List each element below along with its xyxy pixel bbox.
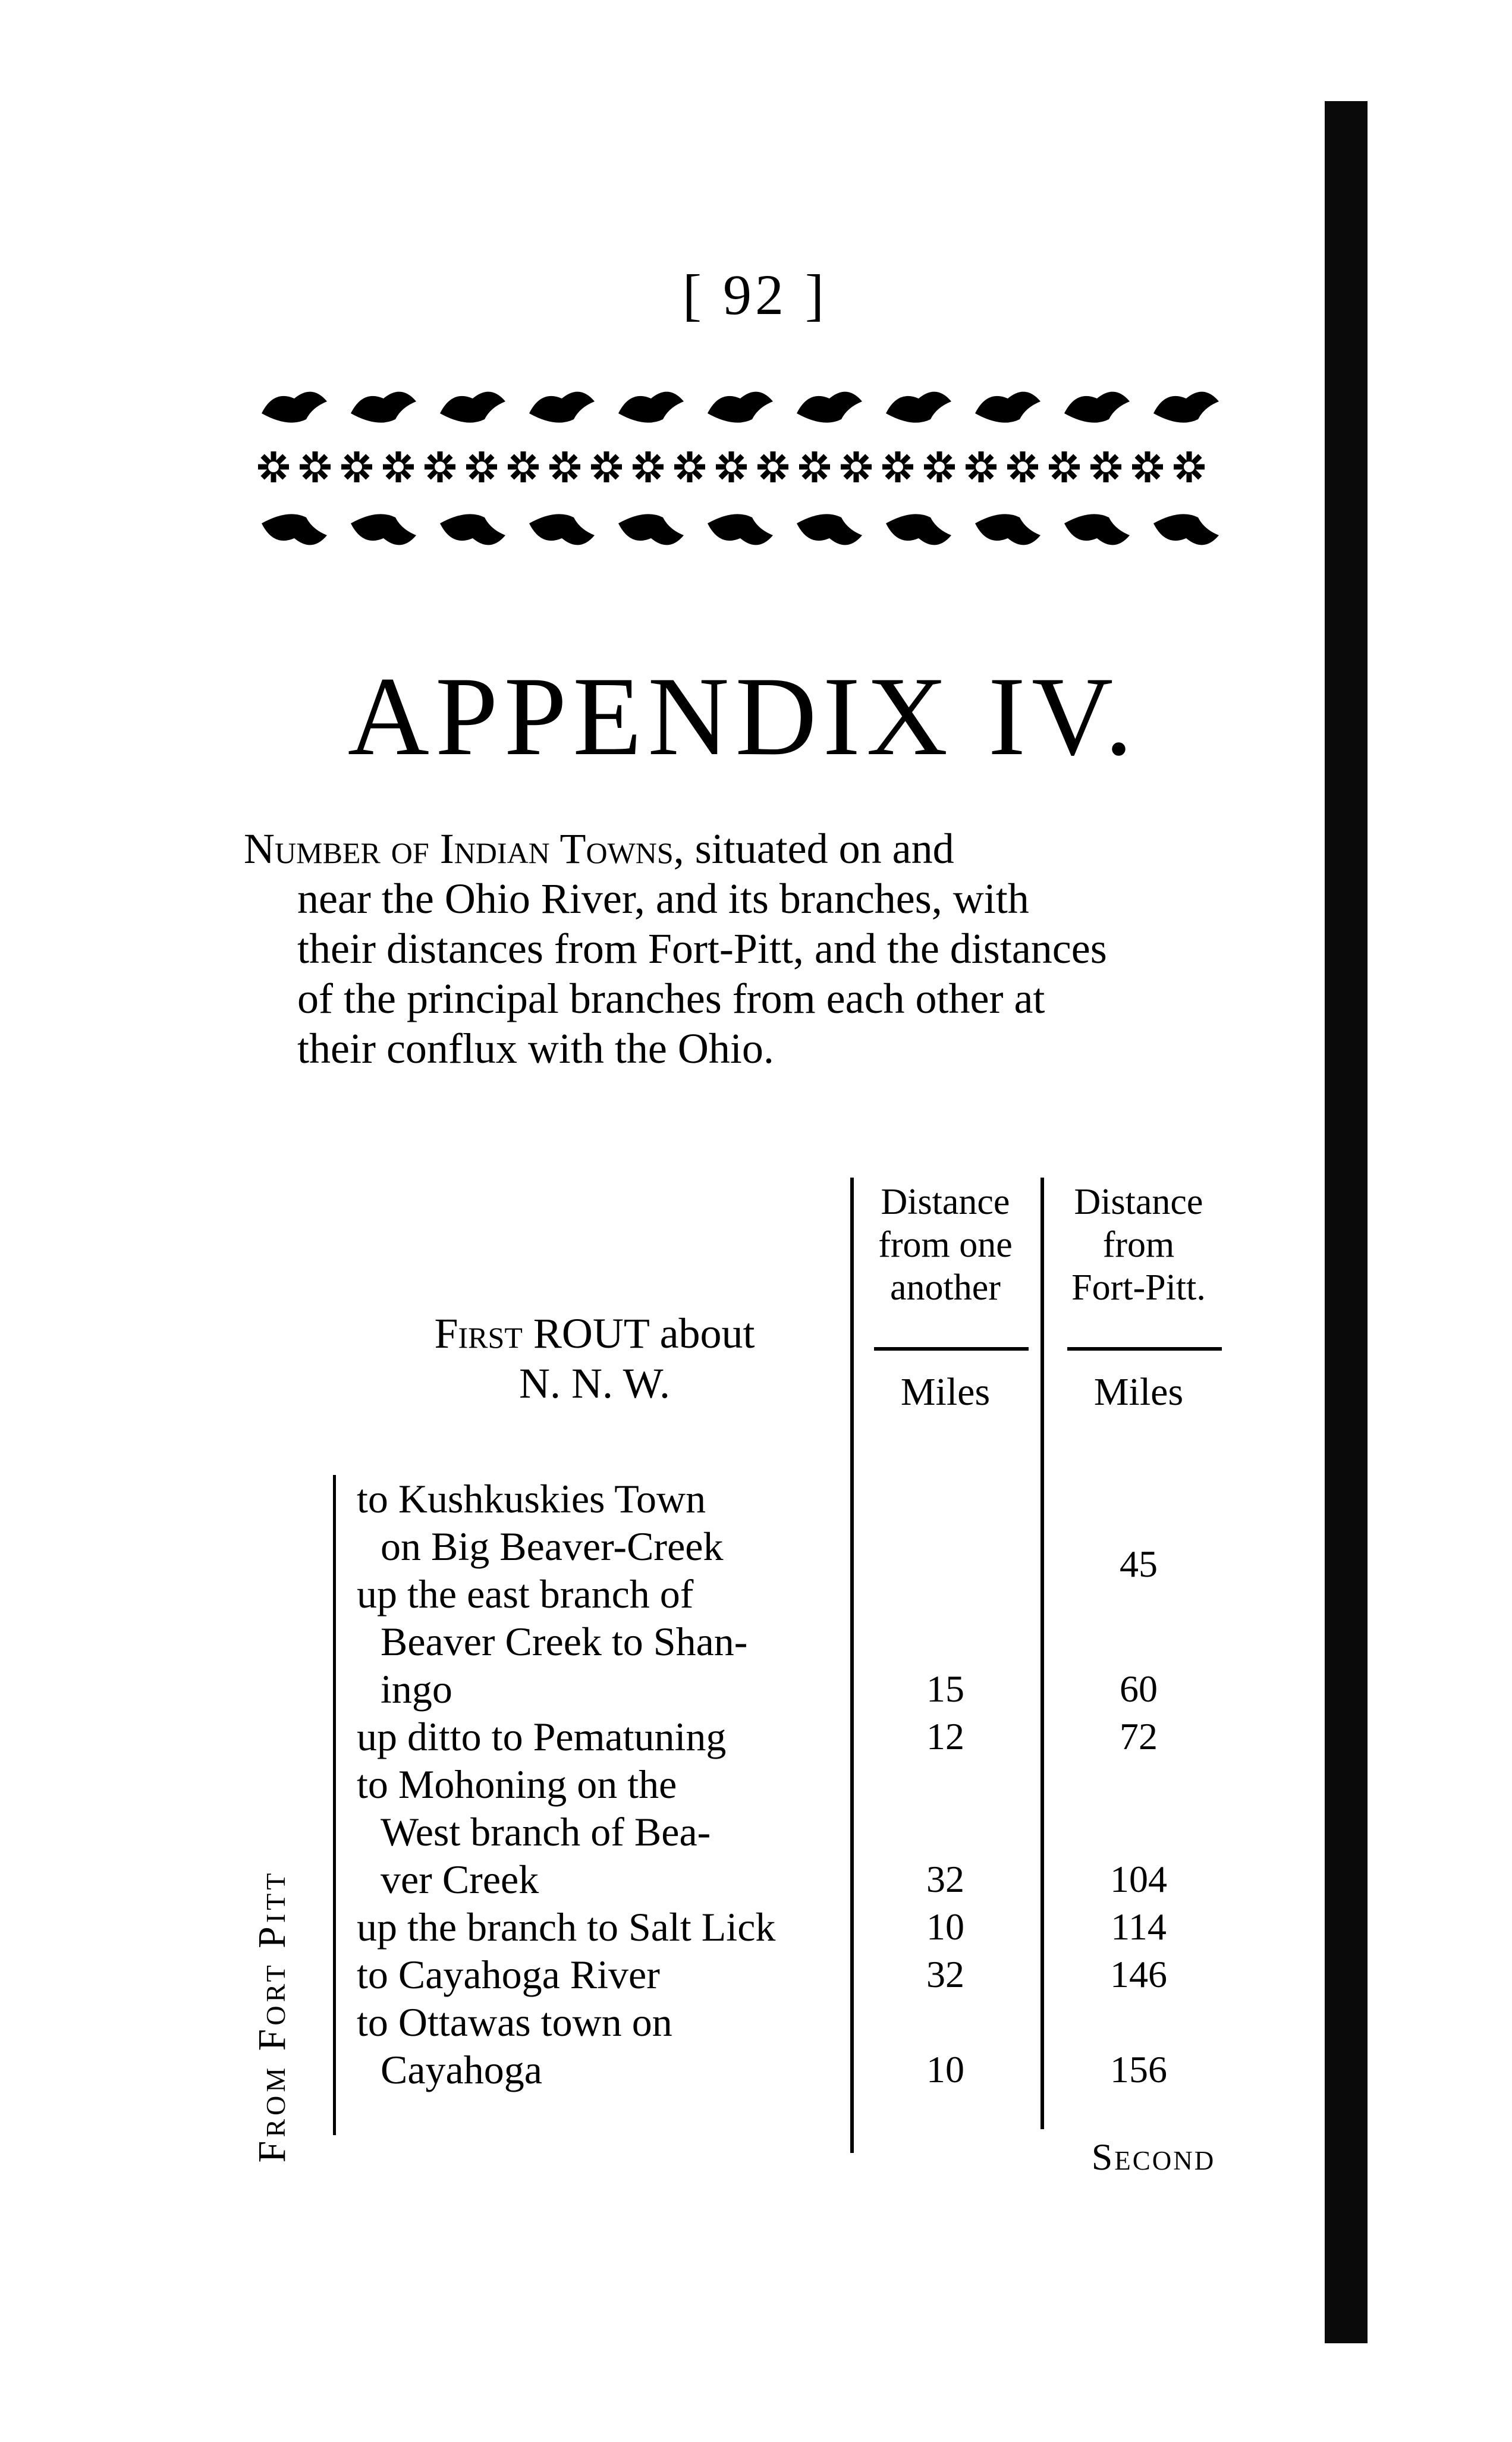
unit-miles: Miles xyxy=(900,1370,991,1414)
distance-from-one: 10 xyxy=(926,1906,964,1948)
side-brace-rule xyxy=(333,1475,336,2135)
ornament-star-center xyxy=(601,462,612,472)
ornament-leaf xyxy=(262,514,327,545)
ornament-leaf xyxy=(440,392,505,423)
distance-from-fort: 60 xyxy=(1120,1668,1158,1710)
distance-from-fort: 72 xyxy=(1120,1715,1158,1757)
ornament-leaf xyxy=(529,514,595,545)
distance-from-fort: 156 xyxy=(1110,2048,1167,2091)
rout-title-first: First xyxy=(434,1310,523,1357)
distance-from-fort: 104 xyxy=(1110,1858,1167,1900)
distance-from-one: 15 xyxy=(926,1668,964,1710)
intro-line: their conflux with the Ohio. xyxy=(297,1025,774,1072)
distance-from-one: 10 xyxy=(926,2048,964,2091)
ornament-leaf xyxy=(975,514,1041,545)
intro-line: of the principal branches from each other at xyxy=(297,975,1045,1022)
row-line: Cayahoga xyxy=(381,2047,542,2092)
ornament-leaf xyxy=(529,392,595,423)
row-line: ingo xyxy=(381,1666,452,1712)
distance-from-fort: 45 xyxy=(1120,1543,1158,1585)
row-line: on Big Beaver-Creek xyxy=(381,1524,724,1569)
side-label: From Fort Pitt xyxy=(250,1869,294,2163)
ornament-star-center xyxy=(476,462,487,472)
column-divider xyxy=(1041,1178,1044,2129)
col2-header-line: Fort-Pitt. xyxy=(1071,1267,1206,1308)
ornament-leaf-row-bottom xyxy=(262,514,1219,545)
col-header-from-fort xyxy=(1049,1181,1228,1309)
table-row xyxy=(357,1713,844,1760)
intro-line-rest: situated on and xyxy=(694,825,954,872)
distance-from-fort: 114 xyxy=(1111,1906,1167,1948)
ornament-leaf xyxy=(797,392,862,423)
ornament-leaf xyxy=(886,392,951,423)
row-line: up the branch to Salt Lick xyxy=(357,1904,776,1950)
catchword: Second xyxy=(1091,2136,1216,2178)
floral-ornament-icon xyxy=(247,381,1228,553)
col2-header-line: Distance xyxy=(1074,1182,1203,1222)
table-row xyxy=(357,1998,844,2093)
ornament-star-center xyxy=(518,462,529,472)
ornament-star-center xyxy=(310,462,320,472)
ornament-star-center xyxy=(1017,462,1028,472)
ornament-leaf xyxy=(975,392,1041,423)
intro-first-line xyxy=(244,824,1231,874)
col1-header-line: Distance xyxy=(881,1182,1010,1222)
table-row xyxy=(357,1570,844,1713)
ornament-star-center xyxy=(934,462,945,472)
ornament-star-center xyxy=(351,462,362,472)
ornament-leaf xyxy=(1153,514,1219,545)
ornament-leaf xyxy=(1064,514,1130,545)
row-line: ver Creek xyxy=(381,1857,539,1902)
col1-header-line: another xyxy=(890,1267,1001,1308)
row-line: to Kushkuskies Town xyxy=(357,1476,706,1521)
distance-from-fort: 146 xyxy=(1110,1953,1167,1995)
distance-from-one: 32 xyxy=(926,1953,964,1995)
unit-miles: Miles xyxy=(1093,1370,1184,1414)
row-line: Beaver Creek to Shan- xyxy=(381,1619,748,1664)
col1-header-line: from one xyxy=(878,1225,1013,1265)
row-line: to Ottawas town on xyxy=(357,2000,672,2045)
ornament-leaf xyxy=(618,392,684,423)
ornament-leaf xyxy=(886,514,951,545)
ornament-star-center xyxy=(393,462,404,472)
ornament-leaf xyxy=(1153,392,1219,423)
ornament-star-center xyxy=(892,462,903,472)
rout-title-rout: ROUT about xyxy=(533,1310,755,1357)
ornament-leaf xyxy=(351,392,416,423)
ornament-leaf-row-top xyxy=(262,392,1219,423)
row-line: to Cayahoga River xyxy=(357,1952,660,1997)
ornament-star-center xyxy=(768,462,778,472)
ornament-leaf xyxy=(708,392,773,423)
col2-header-line: from xyxy=(1102,1225,1175,1265)
ornament-leaf xyxy=(262,392,327,423)
table-row xyxy=(357,1760,844,1903)
row-line: up the east branch of xyxy=(357,1571,694,1617)
ornament-star-center xyxy=(559,462,570,472)
ornament-star-center xyxy=(435,462,445,472)
distance-from-one: 32 xyxy=(926,1858,964,1900)
ornament-star-center xyxy=(976,462,986,472)
ornament-leaf xyxy=(351,514,416,545)
ornament-star-center xyxy=(268,462,279,472)
table-row xyxy=(357,1475,844,1570)
intro-lead: Number of Indian Towns, xyxy=(244,825,684,872)
intro-line: their distances from Fort-Pitt, and the distances xyxy=(297,925,1107,972)
ornament-star-center xyxy=(726,462,737,472)
ornament-leaf xyxy=(440,514,505,545)
ornament-star-center xyxy=(1059,462,1070,472)
ornament-leaf xyxy=(1064,392,1130,423)
distance-from-one: 12 xyxy=(926,1715,964,1757)
ornament-leaf xyxy=(797,514,862,545)
rout-title-direction: N. N. W. xyxy=(518,1360,671,1407)
row-line: up ditto to Pematuning xyxy=(357,1714,727,1759)
ornament-star-center xyxy=(1142,462,1153,472)
header-rule xyxy=(874,1347,1029,1351)
rout-title xyxy=(333,1308,856,1408)
intro-paragraph xyxy=(244,824,1231,1074)
ornament-star-center xyxy=(851,462,862,472)
table-row xyxy=(357,1903,844,1951)
ornament-leaf xyxy=(618,514,684,545)
row-line: to Mohoning on the xyxy=(357,1762,677,1807)
header-rule xyxy=(1067,1347,1222,1351)
page-number: [ 92 ] xyxy=(683,263,828,327)
page-edge-shadow xyxy=(1325,101,1368,2343)
ornament-star-center xyxy=(1184,462,1194,472)
ornament-star-center xyxy=(684,462,695,472)
col-header-from-one xyxy=(856,1181,1035,1309)
ornament-star-center xyxy=(1101,462,1111,472)
ornament-star-row xyxy=(258,451,1205,482)
appendix-heading: APPENDIX IV. xyxy=(347,654,1139,779)
table-row xyxy=(357,1951,844,1998)
ornament-star-center xyxy=(809,462,820,472)
row-line: West branch of Bea- xyxy=(381,1809,711,1854)
ornament-leaf xyxy=(708,514,773,545)
ornament-star-center xyxy=(643,462,653,472)
intro-line: near the Ohio River, and its branches, with xyxy=(297,875,1029,922)
